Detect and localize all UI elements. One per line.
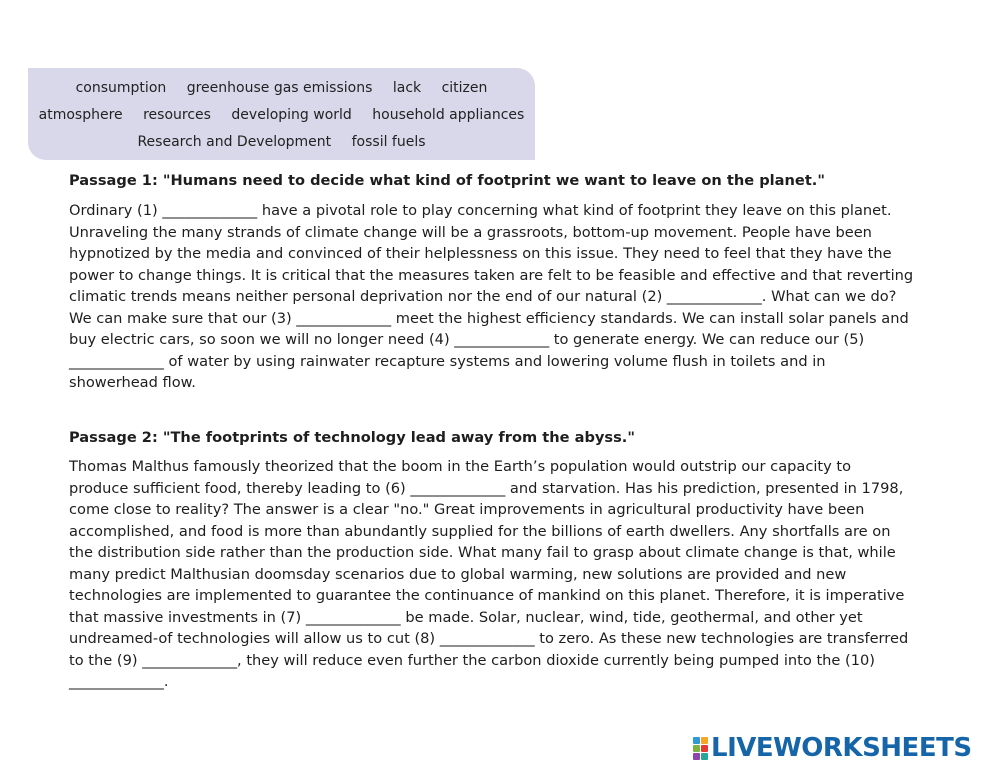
- text-line: Unraveling the many strands of climate change will be a grassroots, bottom-up movement. People have been: [69, 223, 872, 241]
- word-bank-item[interactable]: Research and Development: [137, 134, 332, 150]
- text-line: produce sufficient food, thereby leading to (6) _____________ and starvation. Has his prediction, presented in 1798,: [69, 479, 904, 497]
- liveworksheets-logo-text: LIVEWORKSHEETS: [711, 733, 972, 763]
- word-bank-item[interactable]: consumption: [75, 80, 167, 96]
- word-bank-row-3: [28, 133, 535, 151]
- passage-2-heading: Passage 2: "The footprints of technology lead away from the abyss.": [69, 429, 635, 446]
- word-bank-item[interactable]: citizen: [441, 80, 488, 96]
- word-bank-row-1: [28, 79, 535, 97]
- word-bank-item[interactable]: greenhouse gas emissions: [186, 80, 373, 96]
- text-line: come close to reality? The answer is a clear "no." Great improvements in agricultural productivity have been: [69, 501, 865, 518]
- text-line: _____________ of water by using rainwater recapture systems and lowering volume flush in toilets and in: [69, 352, 826, 370]
- text-line: many predict Malthusian doomsday scenarios due to global warming, new solutions are provided and new: [69, 565, 847, 583]
- word-bank-item[interactable]: lack: [392, 80, 422, 96]
- word-bank-item[interactable]: fossil fuels: [351, 134, 426, 150]
- text-line: the distribution side rather than the production side. What many fail to grasp about climate change is that, while: [69, 544, 896, 561]
- text-line: We can make sure that our (3) _____________ meet the highest efficiency standards. We can install solar panels and: [69, 309, 909, 327]
- text-line: hypnotized by the media and convinced of their helplessness on this issue. They need to feel that they have the: [69, 245, 892, 262]
- text-line: accomplished, and food is more than abundantly supplied for the billions of earth dwellers. Any shortfalls are on: [69, 522, 891, 540]
- text-line: _____________.: [69, 673, 169, 690]
- word-bank-item[interactable]: developing world: [231, 107, 352, 123]
- text-line: Ordinary (1) _____________ have a pivotal role to play concerning what kind of footprint they leave on this planet.: [69, 202, 892, 219]
- word-bank-row-2: [28, 106, 535, 124]
- text-line: Thomas Malthus famously theorized that the boom in the Earth’s population would outstrip our capacity to: [69, 458, 852, 475]
- text-line: that massive investments in (7) _____________ be made. Solar, nuclear, wind, tide, geothermal, and other yet: [69, 608, 863, 626]
- liveworksheets-logo-icon: [693, 737, 708, 760]
- text-line: technologies are implemented to guarantee the continuance of mankind on this planet. Therefore, it is imperative: [69, 587, 905, 604]
- passage-2-text: [69, 456, 908, 693]
- word-bank-item[interactable]: resources: [143, 107, 211, 123]
- text-line: power to change things. It is critical that the measures taken are felt to be feasible and effective and that reverting: [69, 266, 914, 284]
- word-bank: [28, 68, 535, 160]
- passage-1-heading: Passage 1: "Humans need to decide what kind of footprint we want to leave on the planet.": [69, 172, 825, 189]
- word-bank-item[interactable]: household appliances: [372, 107, 525, 123]
- text-line: climatic trends means neither personal deprivation nor the end of our natural (2) _____________. What can we do?: [69, 288, 897, 305]
- text-line: to the (9) _____________, they will reduce even further the carbon dioxide currently being pumped into the (10): [69, 651, 876, 669]
- word-bank-item[interactable]: atmosphere: [38, 107, 123, 123]
- passage-1-text: [69, 200, 913, 394]
- liveworksheets-logo: [693, 731, 972, 765]
- text-line: undreamed-of technologies will allow us to cut (8) _____________ to zero. As these new technologies are transferred: [69, 630, 909, 647]
- text-line: showerhead flow.: [69, 374, 196, 391]
- text-line: buy electric cars, so soon we will no longer need (4) _____________ to generate energy. We can reduce our (5): [69, 331, 865, 348]
